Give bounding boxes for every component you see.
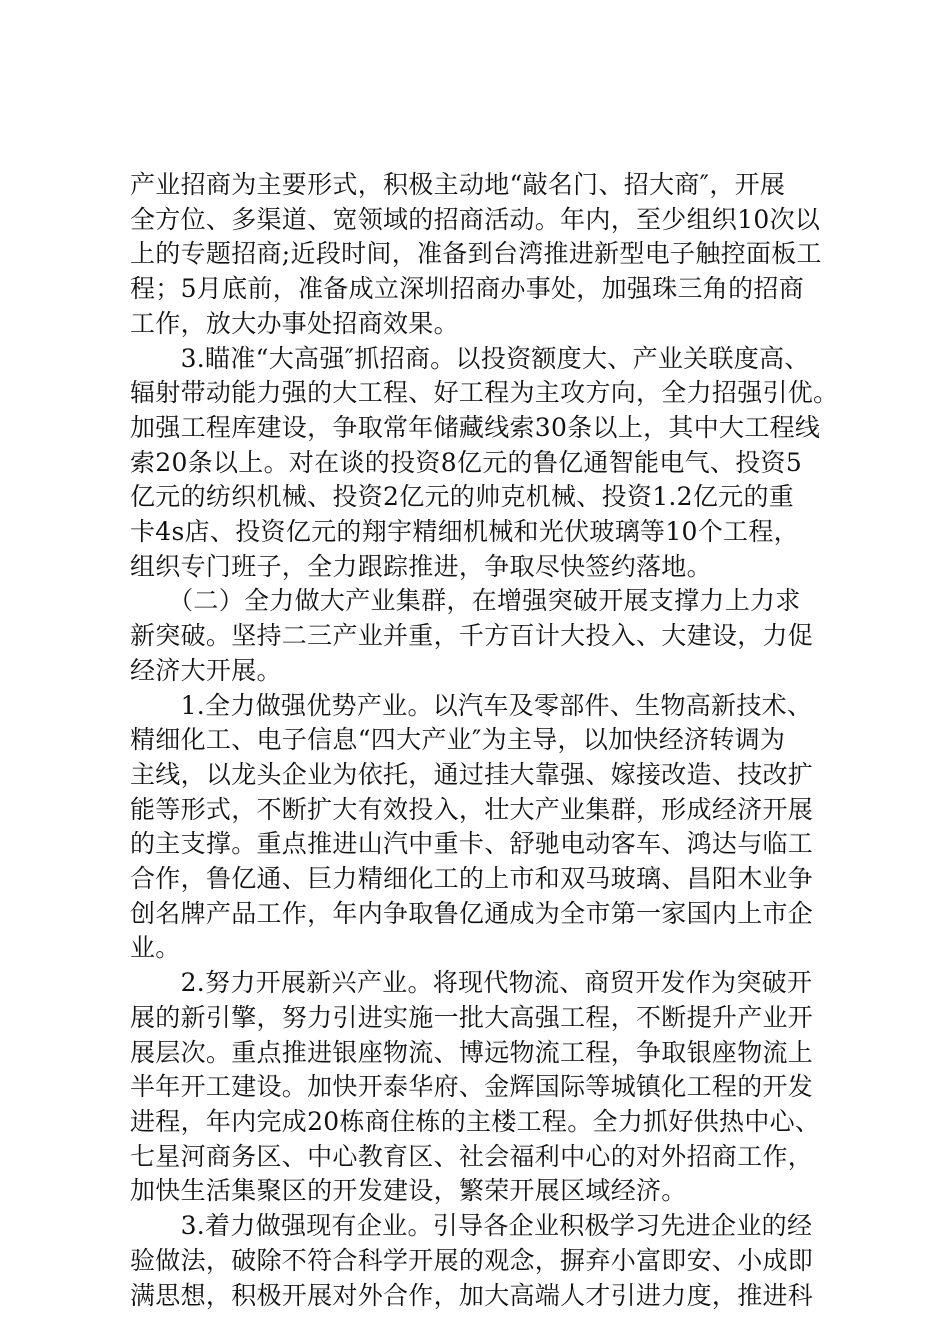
- text-line: 组织专门班子，全力跟踪推进，争取尽快签约落地。: [130, 551, 712, 581]
- text-line: 3.着力做强现有企业。引导各企业积极学习先进企业的经: [130, 1211, 813, 1241]
- document-body: [130, 168, 842, 1313]
- text-line: 程；5月底前，准备成立深圳招商办事处，加强珠三角的招商: [130, 274, 805, 304]
- text-line: 合作，鲁亿通、巨力精细化工的上市和双马玻璃、昌阳木业争: [130, 864, 814, 894]
- text-line: 新突破。坚持二三产业并重，千方百计大投入、大建设，力促: [130, 621, 814, 651]
- text-line: 2.努力开展新兴产业。将现代物流、商贸开发作为突破开: [130, 968, 813, 998]
- text-line: 验做法，破除不符合科学开展的观念，摒弃小富即安、小成即: [130, 1245, 814, 1275]
- text-line: 业。: [130, 933, 181, 963]
- text-line: 索20条以上。对在谈的投资8亿元的鲁亿通智能电气、投资5: [130, 447, 803, 477]
- text-line: 半年开工建设。加快开泰华府、金辉国际等城镇化工程的开发: [130, 1072, 814, 1102]
- text-line: 能等形式，不断扩大有效投入，壮大产业集群，形成经济开展: [130, 794, 814, 824]
- text-line: 七星河商务区、中心教育区、社会福利中心的对外招商工作，: [130, 1141, 814, 1171]
- text-line: 全方位、多渠道、宽领域的招商活动。年内，至少组织10次以: [130, 204, 821, 234]
- text-line: 经济大开展。: [130, 655, 282, 685]
- text-line: 上的专题招商;近段时间，准备到台湾推进新型电子触控面板工: [130, 239, 822, 269]
- text-line: 满思想，积极开展对外合作，加大高端人才引进力度，推进科: [130, 1280, 814, 1310]
- text-line: 创名牌产品工作，年内争取鲁亿通成为全市第一家国内上市企: [130, 898, 814, 928]
- text-line: 展的新引擎，努力引进实施一批大高强工程，不断提升产业开: [130, 1002, 814, 1032]
- text-line: 1.全力做强优势产业。以汽车及零部件、生物高新技术、: [130, 690, 813, 720]
- text-line: 加快生活集聚区的开发建设，繁荣开展区域经济。: [130, 1176, 687, 1206]
- text-line: 进程，年内完成20栋商住栋的主楼工程。全力抓好供热中心、: [130, 1106, 821, 1136]
- text-line: （二）全力做大产业集群，在增强突破开展支撑力上力求: [130, 586, 801, 616]
- text-line: 亿元的纺织机械、投资2亿元的帅克机械、投资1.2亿元的重: [130, 482, 795, 512]
- text-line: 展层次。重点推进银座物流、博远物流工程，争取银座物流上: [130, 1037, 814, 1067]
- text-line: 的主支撑。重点推进山汽中重卡、舒驰电动客车、鸿达与临工: [130, 829, 814, 859]
- text-line: 产业招商为主要形式，积极主动地“敲名门、招大商″，开展: [130, 170, 786, 199]
- text-line: 加强工程库建设，争取常年储藏线索30条以上，其中大工程线: [130, 412, 821, 442]
- text-line: 工作，放大办事处招商效果。: [130, 308, 459, 338]
- text-line: 主线，以龙头企业为依托，通过挂大靠强、嫁接改造、技改扩: [130, 759, 814, 789]
- text-line: 辐射带动能力强的大工程、好工程为主攻方向，全力招强引优。: [130, 378, 839, 408]
- text-line: 精细化工、电子信息“四大产业″为主导，以加快经济转调为: [130, 725, 786, 755]
- text-line: 3.瞄准“大高强″抓招商。以投资额度大、产业关联度高、: [130, 343, 810, 373]
- text-line: 卡4s店、投资亿元的翔宇精细机械和光伏玻璃等10个工程，: [130, 517, 799, 547]
